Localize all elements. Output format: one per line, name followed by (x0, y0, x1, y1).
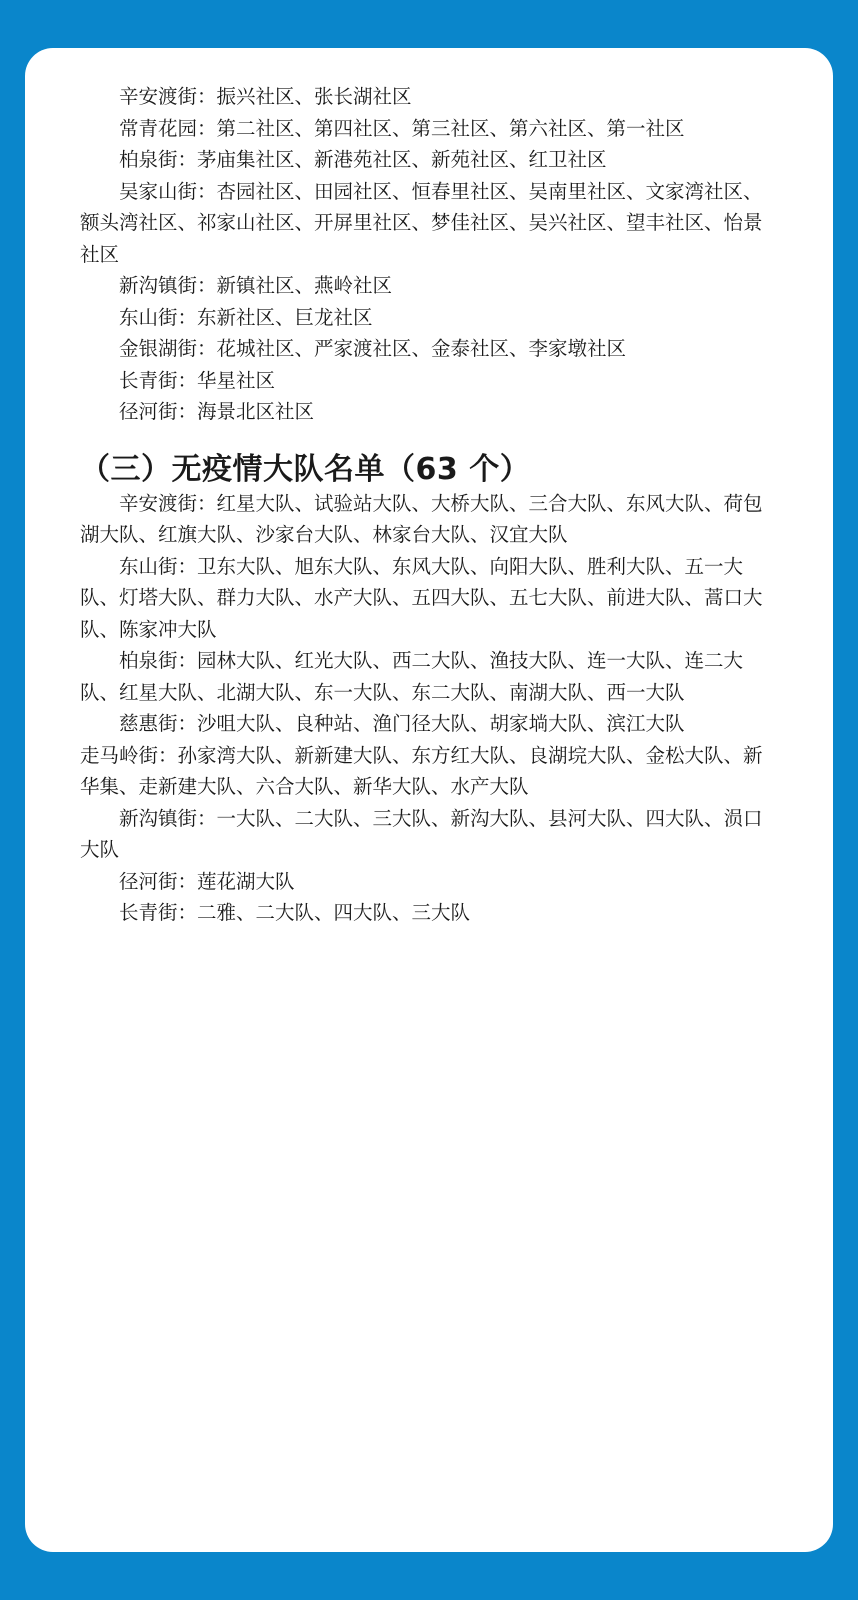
brigade-line-changqing: 长青街：二雅、二大队、四大队、三大队 (119, 901, 471, 924)
brigade-line-baiquan: 柏泉街：园林大队、红光大队、西二大队、渔技大队、连一大队、连二大队、红星大队、北湖大队、东一大队、东二大队、南湖大队、西一大队 (80, 649, 744, 704)
community-line-jinyinhu: 金银湖街：花城社区、严家渡社区、金泰社区、李家墩社区 (119, 337, 627, 360)
community-line-wujiashan: 吴家山街：杏园社区、田园社区、恒春里社区、吴南里社区、文家湾社区、额头湾社区、祁家山社区、开屏里社区、梦佳社区、吴兴社区、望丰社区、怡景社区 (80, 179, 763, 266)
brigade-line-dongshan: 东山街：卫东大队、旭东大队、东风大队、向阳大队、胜利大队、五一大队、灯塔大队、群力大队、水产大队、五四大队、五七大队、前进大队、蒿口大队、陈家冲大队 (80, 554, 763, 641)
community-line-jinghe: 径河街：海景北区社区 (119, 400, 315, 423)
brigade-line-jinghe: 径河街：莲花湖大队 (119, 869, 295, 893)
brigade-line-cihui: 慈惠街：沙咀大队、良种站、渔门径大队、胡家埫大队、滨江大队 (119, 712, 685, 735)
brigade-line-xingouzhen: 新沟镇街：一大队、二大队、三大队、新沟大队、县河大队、四大队、涢口大队 (80, 806, 763, 861)
brigade-line-xinandu: 辛安渡街：红星大队、试验站大队、大桥大队、三合大队、东风大队、荷包湖大队、红旗大队、沙家台大队、林家台大队、汉宜大队 (80, 491, 763, 546)
community-line-baiquan: 柏泉街：茅庙集社区、新港苑社区、新苑社区、红卫社区 (119, 148, 607, 171)
community-line-changqing: 长青街：华星社区 (119, 368, 276, 392)
content-card (25, 48, 833, 1552)
brigade-line-zoumaling: 走马岭街：孙家湾大队、新新建大队、东方红大队、良湖垸大队、金松大队、新华集、走新建大队、六合大队、新华大队、水产大队 (80, 743, 763, 798)
section-three-title: （三）无疫情大队名单（63 个） (80, 451, 531, 487)
community-line-changqinghuayuan: 常青花园：第二社区、第四社区、第三社区、第六社区、第一社区 (119, 116, 685, 140)
community-line-dongshan: 东山街：东新社区、巨龙社区 (119, 305, 373, 329)
community-line-xingouzhen: 新沟镇街：新镇社区、燕岭社区 (119, 274, 393, 297)
community-line-xinandu: 辛安渡街：振兴社区、张长湖社区 (119, 85, 412, 108)
